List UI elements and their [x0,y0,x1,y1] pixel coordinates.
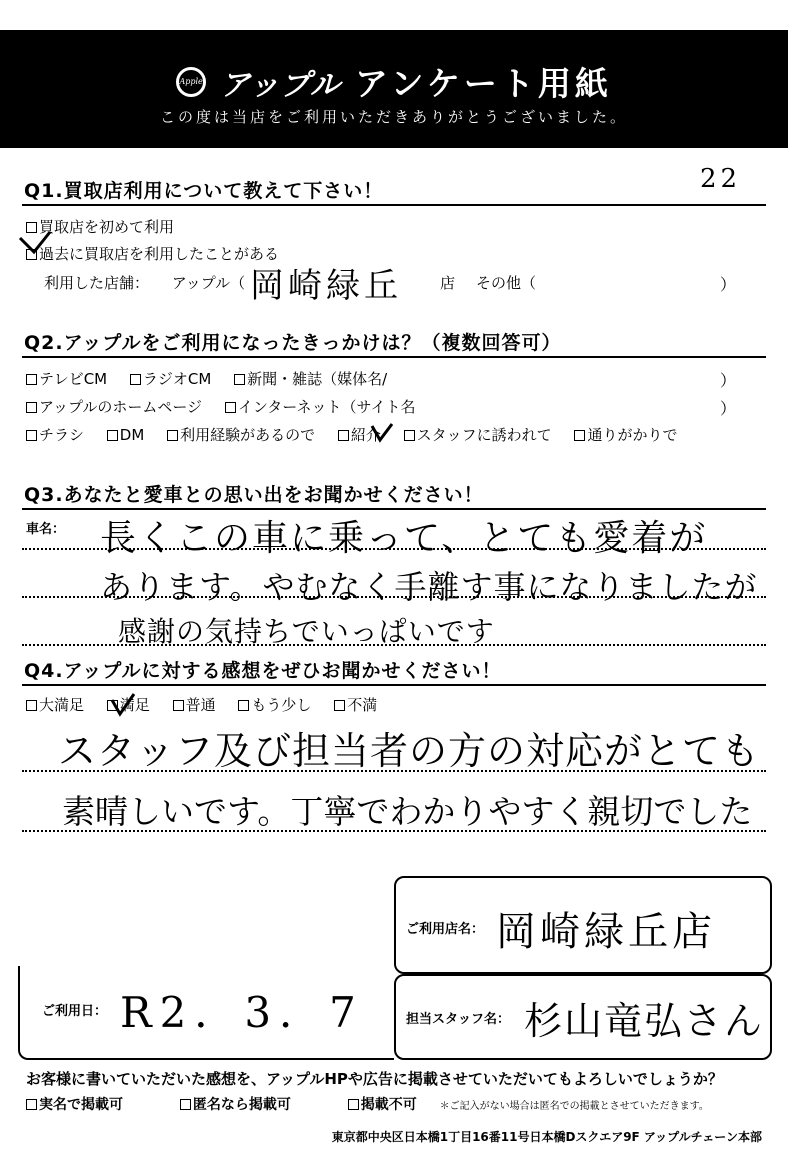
q2-option-flyer[interactable]: チラシ [26,426,84,444]
q3-car-label: 車名： [26,522,66,537]
q3-answer-line-2: あります。やむなく手離す事になりましたが [100,568,758,606]
footer-option-real-name[interactable]: 実名で掲載可 [26,1097,123,1113]
footer-option-anonymous[interactable]: 匿名なら掲載可 [180,1097,291,1113]
q2-row2 [26,396,433,417]
footer-question: お客様に書いていただいた感想を、アップルHPや広告に掲載させていただいてもよろしいでしょうか？ [26,1070,723,1088]
q3-title: Q3.あなたと愛車との思い出をお聞かせください！ [24,484,484,506]
date-box-value: R2．3．7 [120,988,364,1037]
q1-divider [22,204,766,206]
q2-option-experience[interactable]: 利用経験があるので [167,426,315,444]
store-box-value: 岡崎緑丘店 [496,909,716,955]
page-subtitle: この度は当店をご利用いただきありがとうございました。 [159,108,628,126]
header-title-row [0,58,788,105]
form-number: 22 [700,164,742,194]
q4-answer-line-2: 素晴しいです。丁寧でわかりやすく親切でした [62,792,753,831]
brand-name: アップル [220,67,341,103]
store-box-label: ご利用店名： [406,922,485,937]
staff-box-value: 杉山竜弘さん [524,999,765,1043]
q2-divider [22,356,766,358]
q1-other-label: その他（ [476,274,537,292]
store-box [394,876,772,974]
q4-divider [22,684,766,686]
date-box [18,966,394,1060]
q1-store-row: 利用した店舗： アップル（ [44,274,246,292]
q2-option-referral[interactable]: 紹介 [338,426,381,444]
q2-option-tv[interactable]: テレビCM [26,370,107,388]
q2-title: Q2.アップルをご利用になったきっかけは？（複数回答可） [24,332,562,354]
q1-other-close: ） [720,275,737,294]
q4-option-satisfied[interactable]: 満足 [107,696,150,714]
q2-row3 [26,424,695,445]
page-title: アンケート用紙 [354,64,612,103]
q2-option-radio[interactable]: ラジオCM [130,370,211,388]
header-banner [0,30,788,148]
q3-answer-line-1: 長くこの車に乗って、とても愛着が [100,518,708,559]
staff-box [394,974,772,1060]
q2-option-staff[interactable]: スタッフに誘われて [404,426,552,444]
footer-options [26,1094,709,1114]
q2-row2-close: ） [720,399,737,418]
q2-row1-close: ） [720,371,737,390]
footer-note: ＊ご記入がない場合は匿名での掲載とさせていただきます。 [439,1101,709,1112]
q4-answer-line-1: スタッフ及び担当者の方の対応がとても [58,729,761,773]
q1-store-handwritten: 岡崎緑丘 [250,266,402,306]
q2-option-newspaper[interactable]: 新聞・雑誌（媒体名/ [234,370,387,388]
q2-option-homepage[interactable]: アップルのホームページ [26,398,202,416]
q2-option-passing[interactable]: 通りがかりで [574,426,677,444]
checkbox[interactable] [26,249,37,260]
q2-option-internet[interactable]: インターネット（サイト名 [225,398,416,416]
q3-answer-line-3: 感謝の気持ちでいっぱいです [118,615,495,648]
q4-title: Q4.アップルに対する感想をぜひお聞かせください！ [24,660,502,682]
q2-row1 [26,368,405,389]
q1-option-first-time[interactable]: 買取店を初めて利用 [26,216,174,237]
q1-title: Q1.買取店利用について教えて下さい！ [24,180,384,202]
checkbox[interactable] [26,222,37,233]
q4-option-very-satisfied[interactable]: 大満足 [26,696,84,714]
footer-address: 東京都中央区日本橋1丁目16番11号日本橋Dスクエア9F アップルチェーン本部 [331,1130,762,1144]
q2-option-dm[interactable]: DM [107,426,145,444]
q1-store-suffix: 店 [440,274,456,292]
q4-option-normal[interactable]: 普通 [173,696,216,714]
footer-option-no-publish[interactable]: 掲載不可 [348,1097,417,1113]
q4-option-dissatisfied[interactable]: 不満 [334,696,377,714]
q4-options [26,694,395,715]
q1-option-used-before[interactable]: 過去に買取店を利用したことがある [26,243,279,264]
staff-box-label: 担当スタッフ名： [406,1012,511,1027]
apple-logo-icon: Apple [176,67,206,97]
date-box-label: ご利用日： [42,1004,108,1019]
q4-option-somewhat[interactable]: もう少し [238,696,311,714]
